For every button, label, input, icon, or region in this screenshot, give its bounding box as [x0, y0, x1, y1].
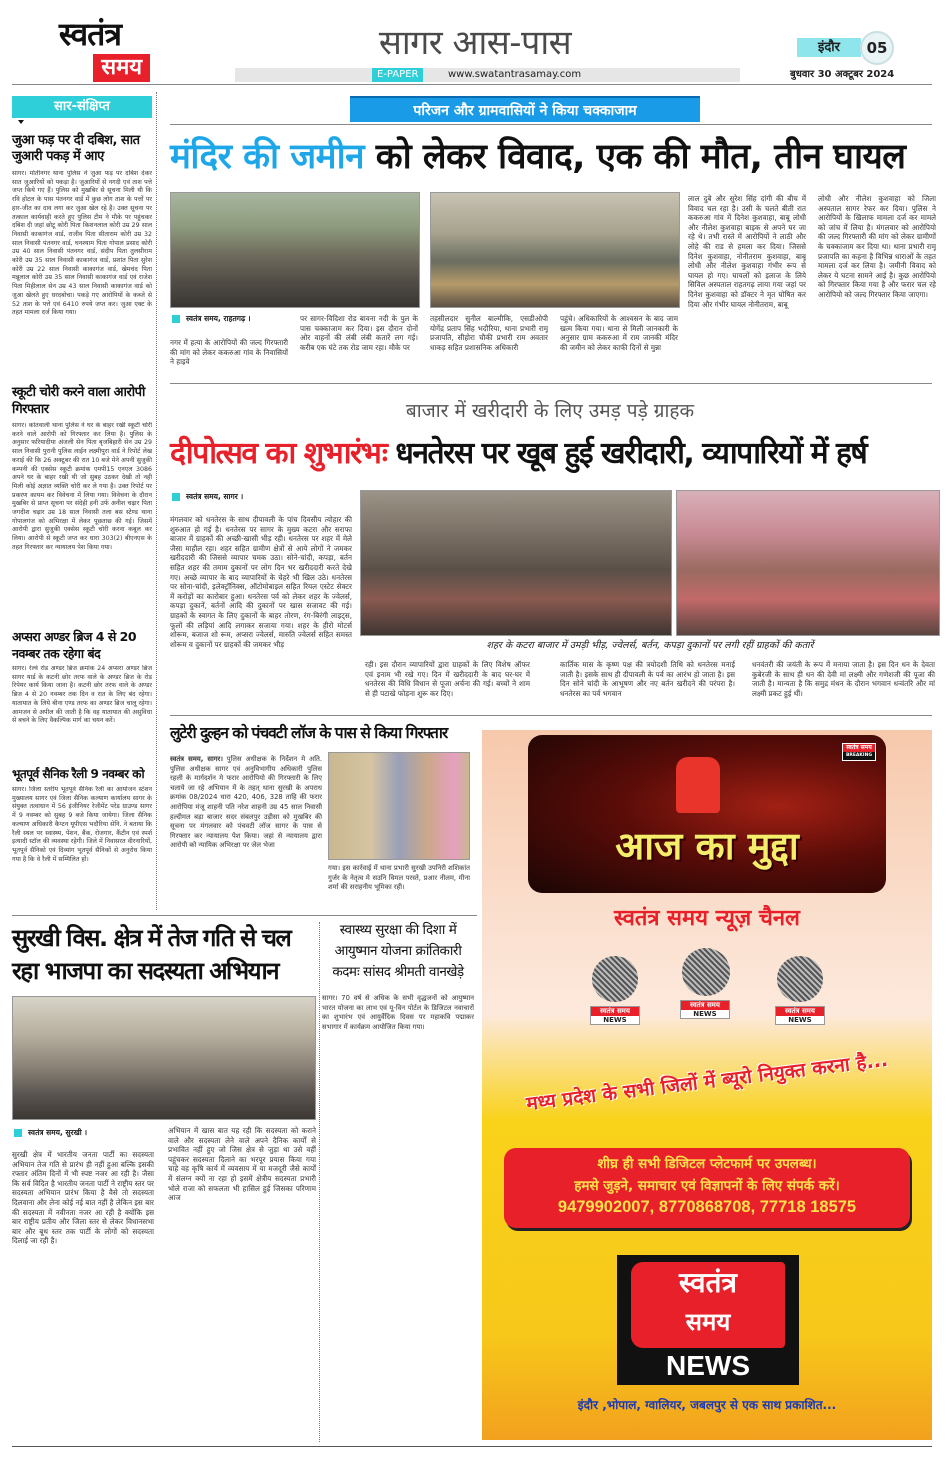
lead-col-4: पहुंचे। अधिकारियों के आश्वसन के बाद जाम खत्म किया गया। थाना से मिली जानकारी के अनुसार ग्राम ककरुआ में राम जानकी मंदिर की जमीन को लेकर काफी दिनों से मुन्ना — [560, 314, 678, 352]
dhanteras-headline-highlight: दीपोत्सव का शुभारंभः — [170, 436, 387, 471]
lead-photo-officials — [430, 192, 680, 308]
sidebar-title-3: अप्सरा अण्डर ब्रिज 4 से 20 नवम्बर तक रहेगा बंद — [12, 629, 137, 661]
surkhi-col-1: सुरखी क्षेत्र में भारतीय जनता पार्टी का सदस्यता अभियान तेज गति से प्रारंभ ही नहीं हुआ बल्कि इसकी रफ्तार अंतिम दिनों में भी स्पष्ट नजर आ रही है। जैसा कि सर्व विदित है भारतीय जनता पार्टी ने राष्ट्रीय स्तर पर सदस्यता अभियान प्रारंभ किया है वैसे तो सदस्यता दिलवाना और लेना कोई नई बात नहीं है लेकिन इस बार की सदस्यता में नवीनता नजर आ रही है क्योंकि इस बार राष्ट्रीय प्रतीय और जिला स्तर से लेकर विधानसभा बार और बूथ स्तर तक पार्टी के लोगों को सदस्यता दिलाई जा रही है। — [12, 1150, 154, 1246]
bride-body — [170, 755, 322, 907]
column-divider — [319, 922, 320, 1442]
bride-body-text: पुलिस अधीक्षक के निर्देशन मे अति. पुलिस अधीक्षक सागर एवं अनुविभागीय अधिकारी पुलिस रहली के मार्गदर्शन मे फरार आरोपियो की गिरफ्तारी के लिए चलाये जा रहे अभियान में के तहत् थाना सुरखी के अपराध क्रमांक 08/2024 धारा 420, 406, 328 ताहि की फरार आरोपिया मंजू शाहनी पति नरेश शाहनी उम्र 45 साल निवासी हल्दीमल बड़ा बाजार सदर संबलपुर उड़ीसा को मुखबिर की सूचना पर मंगलवार को पंचवटी लॉज सागर के पास से गिरफ्तार कर न्यायालय पेश किया। जहां से न्यायालय द्वारा आरोपी को न्यायिक अभिरक्षा पर जेल भेजा — [170, 755, 322, 850]
ad-footer: इंदौर ,भोपाल, ग्वालियर, जबलपुर से एक साथ प्रकाशित... — [577, 1398, 837, 1412]
dhanteras-col-4: धनवंतरी की जयंती के रूप में मनाया जाता है। इस दिन धन के देवता कुबेरजी के साथ ही धन की देवी मां लक्ष्मी और गणेशजी की पूजा की जाती है। मान्यता है कि समुद्र मंथन के दौरान भगवान धन्वंतरि और मां लक्ष्मी प्रकट हुई थीं। — [752, 660, 935, 698]
column-divider — [156, 92, 157, 910]
logo-news-text: NEWS — [666, 1350, 750, 1381]
sidebar-title-2: स्कूटी चोरी करने वाला आरोपी गिरफ्तार — [12, 385, 145, 417]
microphone-icon — [592, 956, 638, 1002]
page-number: 05 — [860, 31, 894, 65]
lead-rule — [170, 124, 932, 125]
issue-date: बुधवार 30 अक्टूबर 2024 — [790, 69, 895, 80]
breaking-badge: स्वतंत्र समय BREAKING — [842, 743, 876, 761]
dhanteras-photo-market-2 — [676, 490, 940, 636]
sidebar-body-4: सागर। जिला स्तरीय भूतपूर्व सैनिक रैली का आयोजन स्टेशन मुख्यालय सागर एवं जिला सैनिक कल्याण कार्यालय सागर के संयुक्त तत्वाधान में 56 इंजीनियर रेजीमेंट परेड ग्राउण्ड सागर में 9 नवम्बर को सुबह 9 बजे किया जायेगा। जिला सैनिक कल्याण अधिकारी कैप्टन यूपीएस भदौरिया सेनि. ने बताया कि रैली स्थल पर स्वास्थ्य, पेंशन, बैंक, रोजगार, कैंटीन एवं स्पर्श इत्यादी स्टॉल की व्यवस्था रहेगी। जिले में निवासरत वीरनारियों, भूतपूर्व सैनिको एवं दिव्यांग भूतपूर्व सैनिकों से अनुरोध किया गया है कि वे रैली में सम्मिलित हों। — [12, 786, 152, 863]
bride-photo-police — [328, 752, 470, 860]
sidebar-body-2: सागर। कोतवाली थाना पुलिस ने घर के बाहर रखी स्कूटी चोरी करने वाले आरोपी को गिरफ्तार कर लिया है। पुलिस के अनुसार फरियादीया अंजली सेन पिता बृजबिहारी सेन उम्र 29 साल निवासी पुरानी पुलिस लाईन लक्ष्मीपुरा वार्ड ने रिपोर्ट लेख कराई की कि 26 अक्टूबर की रात 10 बजे मेने अपनी सुजुकी कम्पनी की एक्सेस स्कूटी क्रमांक एमपी15 एनएल 3086 अपने घर के बाहर रखी थी जो सुबह उठकर देखी तो नही मिली कोई अज्ञात व्यक्ति चोरी कर ले गया है। उक्त रिपोर्ट पर प्रकरण कायम कर विवेचना में लिया गया। विवेचना के दौरान मुखबिर से प्राप्त सूचना पर संदेही हनी उर्फ अनीश चढ़ार पिता जगदीश चढ़ार उम्र 18 साल निवासी तला बस स्टेण्ड थाना गोपालगंज को अभिरक्षा में लेकर पूछताछ की गई। जिसमें आरोपी द्वारा सुजुकी एक्सेस स्कूटी चोरी करना कबूल कर लिया। आरोपी से स्कूटी जप्त कर धारा 303(2) बीएनएस के तहत गिरफ्तार कर न्यायालय पेश किया गया। — [12, 422, 152, 551]
lead-col-1: नगर में हत्या के आरोपियों की जल्द गिरफ्तारी की मांग को लेकर ककरुआ गांव के निवासियों ने हाइवे — [170, 338, 288, 367]
microphones — [582, 948, 832, 1068]
mic-flag: स्वतंत्र समय NEWS — [590, 1006, 640, 1025]
raised-fist-icon — [676, 757, 720, 813]
news-channel-ad — [482, 730, 932, 1440]
ad-banner-title: आज का मुद्दा — [615, 824, 799, 868]
dhanteras-headline-rest: धनतेरस पर खूब हुई खरीदारी, व्यापारियों में हर्ष — [395, 436, 867, 471]
byline-marker-icon — [172, 493, 180, 501]
city-label: इंदौर — [797, 38, 861, 57]
masthead-logo — [28, 16, 152, 84]
lead-col-3: तहसीलदार सुनील बाल्मीकि, एसडीओपी योगेंद्र प्रताप सिंह भदौरिया, थाना प्रभारी रामू प्रजापति, सीहोरा चौकी प्रभारी राम अवतार धाकड़ सहित प्रशासनिक अधिकारी — [430, 314, 548, 352]
ad-channel-name: स्वतंत्र समय न्यूज़ चैनल — [614, 906, 800, 931]
logo-bottom: समय — [93, 54, 150, 82]
dhanteras-kicker: बाजार में खरीदारी के लिए उमड़ पड़े ग्राहक — [405, 400, 695, 422]
dhanteras-byline: स्वतंत्र समय, सागर । — [172, 492, 243, 502]
ayushman-body: सागर। 70 वर्ष से अधिक के सभी वृद्धजनों को आयुष्मान भारत योजना का लाभ एवं यू-विन पोर्टल के डिजिटल नवाचारों का शुभारंभ एवं आयुर्वेदिक दिवस पर महाकवि पद्माकर सभागार में कार्यक्रम आयोजित किया गया। — [322, 994, 474, 1031]
triangle-down-icon — [18, 120, 24, 124]
surkhi-col-2: अभियान में खास बात यह रही कि सदस्यता को कराने वाले और सदस्यता लेने वाले अपने दैनिक कार्यों से प्रभावित नहीं हुए जो जिस क्षेत्र से जुड़ा था उसे वहीं पहुंचकर सदस्यता दिलाने का भरपूर प्रयास किया गया चाहे वह कृषि कार्य में व्यवसाय में या मजदूरी जैसे कार्यों में संलग्न क्यों ना रहा हो इसमें क्षेत्रीय सदस्यता प्रभारी भोले राजा को सफलता भी हासिल हुई जिसका परिणाम आज — [168, 1126, 316, 1203]
ad-line-1: शीघ्र ही सभी डिजिटल प्लेटफार्म पर उपलब्ध। — [597, 1156, 817, 1172]
byline-marker-icon — [14, 1129, 22, 1137]
lead-col-5: लाल दुबे और सुरेश सिंह दांगी की बीच में विवाद चल रहा है। उसी के चलते बीती रात ककरुआ गांव में दिनेश कुशवाहा, बाबू लोधी और नीलेश कुशवाहा बाइक से अपने घर जा रहे थे। तभी रास्ते में आरोपियों ने लाठी और लोहे की राड से हमला कर दिया। जिससे दिनेश कुशवाहा, नोनीतराम कुशवाहा, बाबू लोधी और नीलेश कुशवाहा गंभीर रूप से घायल हो गए। घायलों को इलाज के लिये सिविल अस्पताल राहतगढ़ लाया गया जहां पर दिनेश कुशवाहा को डॉक्टर ने मृत घोषित कर दिया और गंभीर घायल नोनीतराम, बाबू — [688, 194, 806, 309]
microphone-icon — [777, 956, 823, 1002]
dhanteras-headline — [170, 430, 940, 478]
ayushman-headline: स्वास्थ्य सुरक्षा की दिशा में आयुष्मान योजना क्रांतिकारी कदमः सांसद श्रीमती वानखेड़े — [332, 922, 464, 980]
surkhi-photo-meeting — [12, 996, 316, 1120]
mic-flag: स्वतंत्र समय NEWS — [680, 1000, 730, 1019]
ad-banner — [528, 735, 886, 893]
lead-col-2: पर सागर-विदिशा रोड बावना नदी के पुल के पास चक्काजाम कर दिया। इस दौरान दोनों ओर वाहनों की लंबी लंबी कतारें लग गई। करीब एक घंटे तक रोड जाम रहा। मौके पर — [300, 314, 418, 352]
bride-body-end: गया। इस कार्रवाई में थाना प्रभारी सुरखी उपनिरी शशिकांत गुर्जर के नेतृत्व मे सउनि विमल परस्ते, प्रआर नीलम, मीना शर्मा की सराहनीय भूमिका रही। — [328, 864, 470, 892]
ad-news-logo — [617, 1255, 799, 1385]
lead-headline-rest: को लेकर विवाद, एक की मौत, तीन घायल — [375, 137, 906, 177]
sidebar-body-1: सागर। मोतीनगर थाना पुलिस ने जुआ फड़ पर दबिश देकर सात जुआरियों को पकड़ा है। जुआरियों से नगदी एवं ताश पत्ते जप्त किये गए हैं। पुलिस को मुखबिर से सूचना मिली थी कि रवि होटल के पास पंतनगर वार्ड में कुछ लोग ताश के पत्तों पर हार-जीत का दाव लगा कर जुआ खेल रहे है। उक्त सूचना पर तत्काल कार्यवाही करते हुए पुलिस टीम ने मौके पर पहुंचकर दबिश दी जहां छोटू कोरी पिता किशनलाल कोरी उम्र 29 साल निवासी काकागंज वार्ड, राजीव पिता सीताराम कोरी उम्र 32 साल निवासी पंतनगर वार्ड, घनश्याम पिता गोपाल प्रसाद कोरी उम्र 40 साल निवासी पंतनगर वार्ड, संदीप पिता तुलसीराम कोरी उम्र 35 साल निवासी काकागंज वार्ड, प्रशांत पिता सुरेश कोरी उम्र 22 साल निवासी काकागंज वार्ड, खेमचंद पिता मन्नूलाल कोरी उम्र 35 साल निवासी काकागंज वार्ड एवं राजेश पिता मिहीलाल सेन उम्र 43 साल निवासी काकागंज वार्ड को जुआ खेलते हुए धरदबोचा। पकड़े गए आरोपियों के कब्जे से 52 ताश के पत्ते एवं 6410 रुपये जप्त कर। जुआ एक्ट के तहत मामला दर्ज किया गया। — [12, 170, 152, 317]
lead-byline: स्वतंत्र समय, राहतगढ़ । — [172, 314, 251, 324]
ad-line-2: हमसे जुड़ने, समाचार एवं विज्ञापनों के लिए संपर्क करें। — [574, 1178, 840, 1194]
dhanteras-col-1: मंगलवार को धनतेरस के साथ दीपावली के पांच दिवसीय त्योहार की शुरुआत हो गई है। धनतेरस पर सागर के मुख्य कटरा और सराफा बाजार में ग्राहकों की अच्छी-खासी भीड़ रही। धनतेरस पर शहर में मेले जैसा माहौल रहा। शहर सहित ग्रामीण क्षेत्रों से आये लोगों ने जमकर खरीददारी की जिससे व्यापार चमक उठा। सोने-चांदी, कपड़ा, बर्तन सहित शहर की तमाम दुकानों पर लोग दिन भर खरीददारी करते देखे गए। अच्छे व्यापार के बाद व्यापारियों के चेहरे भी खिल उठे। धनतेरस पर सोना-चांदी, इलेक्ट्रॉनिक्स, ऑटोमोबाइल सहित रियल एस्टेट सेक्टर में करोड़ों का कारोबार हुआ। धनतेरस पर्व को लेकर शहर के ज्वेलर्स, कपड़ा दुकानें, बर्तनों आदि की दुकानों पर खास सजावट की गई। ग्राहकों के स्वागत के लिए दुकानों के बाहर तोरण, रंग-बिरंगी लाइट्स, फूलों की लड़ियां आदि लगाकर सजाया गया। शहर के हीरो मोटर्स शोरूम, बजाज शो रूम, अप्सरा ज्वेलर्स, मारुति ज्वेलर्स सहित समस्त शोरूम व दुकानों पर ग्राहकों की जमकर भीड़ — [170, 515, 352, 649]
dhanteras-caption: शहर के कटरा बाजार में उमड़ी भीड़, ज्वेलर्स, बर्तन, कपड़ा दुकानों पर लगी रहीं ग्राहकों की कतारें — [486, 640, 814, 651]
dhanteras-col-2: रही। इस दौरान व्यापारियों द्वारा ग्राहकों के लिए विशेष ऑफर एवं इनाम भी रखे गए। दिन में खरीददारी के बाद घर-घर में धनतेरस की विधि विधान से पूजा अर्चना की गई। बच्चों ने शाम से ही पटाखे फोड़ना शुरू कर दिए। — [365, 660, 530, 698]
logo-red-box: स्वतंत्र समय — [631, 1262, 785, 1348]
masthead-rule — [12, 84, 932, 85]
website-link[interactable]: www.swatantrasamay.com — [448, 69, 582, 80]
mic-flag: स्वतंत्र समय NEWS — [775, 1006, 825, 1025]
bride-headline: लुटेरी दुल्हन को पंचवटी लॉज के पास से किया गिरफ्तार — [170, 724, 448, 742]
bride-body-lead: स्वतंत्र समय, सागर। — [170, 755, 223, 763]
ad-arc-text: मध्य प्रदेश के सभी जिलों में ब्यूरो नियुक्त करना है... — [525, 1048, 890, 1116]
byline-marker-icon — [172, 315, 180, 323]
lead-headline — [170, 133, 940, 181]
epaper-label: E-PAPER — [372, 68, 423, 82]
section-title: सागर आस-पास — [378, 23, 572, 63]
sidebar-header: सार-संक्षिप्त — [12, 96, 152, 118]
sidebar-title-1: जुआ फड़ पर दी दबिश, सात जुआरी पकड़ में आए — [12, 133, 140, 164]
surkhi-headline: सुरखी विस. क्षेत्र में तेज गति से चल रहा भाजपा का सदस्यता अभियान — [12, 924, 291, 985]
dhanteras-photo-market-1 — [360, 490, 672, 636]
surkhi-byline: स्वतंत्र समय, सुरखी । — [14, 1128, 87, 1138]
section-rule — [170, 383, 932, 384]
sidebar-body-3: सागर। रेल्वे रोड अण्डर ब्रिज क्रमांक 24 अप्सरा अण्डर ब्रिज सागर यार्ड के कटनी छोर तरफ वाले के अण्डर ब्रिज के रोड रिपेयर कार्य किया जाना है। कटनी छोर तरफ वाले के अण्डर ब्रिज 4 से 20 नवम्बर तक दिन व रात के लिए बंद रहेगा। यातायात के लिये बीना एण्ड तरफ का अण्डर ब्रिज चालू रहेगा। आमजन से अपील की जाती है कि वह यातायात की असुविधा से बचने के लिए वैकल्पिक मार्ग का चयन करें। — [12, 665, 152, 725]
page-bottom-rule — [12, 1446, 932, 1447]
lead-photo-crowd — [170, 192, 420, 308]
ad-phone-numbers: 9479902007, 8770868708, 77718 18575 — [557, 1198, 857, 1216]
sidebar-title-4: भूतपूर्व सैनिक रैली 9 नवम्बर को — [12, 767, 145, 781]
ad-contact-box — [504, 1148, 910, 1228]
lead-col-6: लोधी और नीलेश कुशवाहा को जिला अस्पताल सागर रेफर कर दिया। पुलिस ने आरोपियों के खिलाफ मामला दर्ज कर मामले को जांच में लिया है। मंगलवार को आरोपियो की जल्द गिरफ्तारी की मांग को लेकर ग्रामीणों के चक्काजाम कर दिया था। थाना प्रभारी रामू प्रजापति का कहना है विभिन्न धाराओं के तहत मामला दर्ज कर लिया है। जमीनी विवाद को लेकर ये घटना सामने आई है। कुछ आरोपियो को गिरफ्तार किया गया है और फरार चल रहे आरोपियो को जल्द गिरफ्तार किया जाएगा। — [818, 194, 936, 299]
section-rule — [12, 915, 477, 916]
lead-headline-highlight: मंदिर की जमीन — [170, 137, 365, 177]
lead-kicker: परिजन और ग्रामवासियों ने किया चक्काजाम — [350, 96, 700, 122]
logo-top: स्वतंत्र — [58, 15, 122, 53]
section-rule — [170, 715, 932, 716]
dhanteras-col-3: कार्तिक मास के कृष्ण पक्ष की त्रयोदशी तिथि को धनतेरस मनाई जाती है। इसके साथ ही दीपावली के पर्व का आरंभ हो जाता है। इस दिन सोने चांदी के आभूषण और नए बर्तन खरीदने की परंपरा है। धनतेरस का पर्व भगवान — [560, 660, 735, 698]
microphone-icon — [682, 948, 730, 996]
